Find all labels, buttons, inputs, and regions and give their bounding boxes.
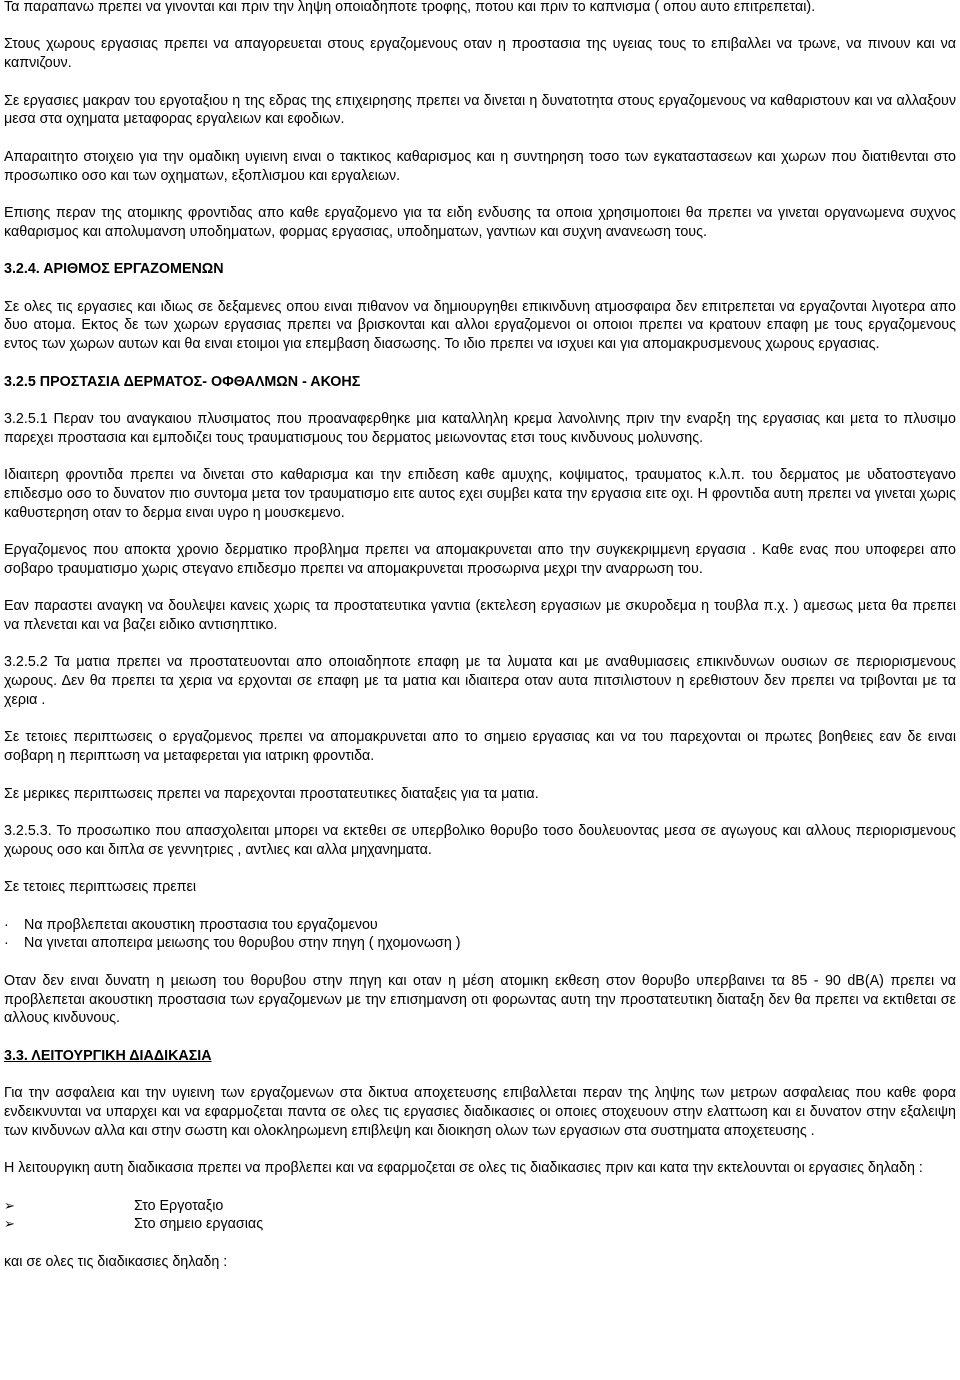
noise-measures-list — [4, 916, 956, 954]
list-item — [4, 1197, 956, 1216]
locations-list — [4, 1197, 956, 1235]
paragraph-1: Τα παραπανω πρεπει να γινονται και πριν την ληψη οποιαδηποτε τροφης, ποτου και πριν το καπνισμα ( οπου αυτο επιτρεπεται). — [4, 0, 816, 15]
list-item-text: Στο Εργοταξιο — [134, 1197, 224, 1214]
paragraph-17: Για την ασφαλεια και την υγιεινη των εργαζομενων στα δικτυα αποχετευσης επιβαλλεται περαν της ληψης των μετρων ασφαλειας που καθε φορα ενδεικνυνται να υπαρχει και να εφαρμοζεται παντα σε ολες τις εργασιες διαδικασιες οι οποιες στοχευουν στην ελαττωση και ει δυνατον στην εξαλειψη των κινδυνων αλλα και στην σωστη και ολοκληρωμενη επιβλεψη και διοικηση ολων των εργασιων στα συστηματα αποχετευσης . — [4, 1085, 956, 1139]
paragraph-13: Σε μερικες περιπτωσεις πρεπει να παρεχονται προστατευτικες διαταξεις για τα ματια. — [4, 785, 539, 802]
list-item — [4, 916, 956, 935]
paragraph-2: Στους χωρους εργασιας πρεπει να απαγορευεται στους εργαζομενους οταν η προστασια της υγειας τους το επιβαλλει να τρωνε, να πινουν και να καπνιζουν. — [4, 36, 956, 72]
paragraph-3: Σε εργασιες μακραν του εργοταξιου η της εδρας της επιχειρησης πρεπει να δινεται η δυνατοτητα στους εργαζομενους να καθαριστουν και να αλλαξουν μεσα στα οχηματα μεταφορας εργαλειων και εφοδιων. — [4, 92, 956, 128]
list-item — [4, 934, 956, 953]
paragraph-14: 3.2.5.3. Το προσωπικο που απασχολειται μπορει να εκτεθει σε υπερβολικο θορυβο τοσο δουλευοντας μεσα σε αγωγους και αλλους περιορισμενους χωρους οσο και διπλα σε γεννητριες , αντλιες και αλλα μηχανηματα. — [4, 823, 956, 858]
list-item — [4, 1215, 956, 1234]
list-item-text: Στο σημειο εργασιας — [134, 1216, 264, 1233]
paragraph-16: Οταν δεν ειναι δυνατη η μειωση του θορυβου στην πηγη και οταν η μέση ατομικη εκθεση στον θορυβο υπερβαινει τα 85 - 90 dB(A) πρεπει να προβλεπεται ακουστικη προστασια των εργαζομενων με την επισημανση οτι φορωντας αυτη την προστατευτικη διαταξη δεν θα πρεπει να εκτιθεται σε αλλους κινδυνους. — [4, 972, 956, 1027]
document-page — [4, 0, 956, 1290]
bullet-marker: · — [4, 916, 9, 933]
paragraph-4: Απαραιτητο στοιχειο για την ομαδικη υγιεινη ειναι ο τακτικος καθαρισμος και η συντηρηση τοσο των εγκαταστασεων και χωρων που διατιθενται στο προσωπικο οσο και των οχηματων, εξοπλισμου και εργαλειων. — [4, 148, 956, 184]
arrow-bullet-icon: ➢ — [4, 1216, 15, 1232]
heading-3-2-5: 3.2.5 ΠΡΟΣΤΑΣΙΑ ΔΕΡΜΑΤΟΣ- ΟΦΘΑΛΜΩΝ - ΑΚΟΗΣ — [4, 373, 361, 390]
paragraph-5: Επισης περαν της ατομικης φροντιδας απο καθε εργαζομενο για τα ειδη ενδυσης τα οποια χρησιμοποιει θα πρεπει να γινεται οργανωμενα συχνος καθαρισμος και απολυμανση υποδηματων, φορμας εργασιας, υποδηματων, γαντιων και συχνη ανανεωση τους. — [4, 204, 956, 240]
paragraph-11: 3.2.5.2 Τα ματια πρεπει να προστατευονται απο οποιαδηποτε επαφη με τα λυματα και με αναθυμιασεις επικινδυνων ουσιων σε περιορισμενους χωρους. Δεν θα πρεπει τα χερια να ερχονται σε επαφη με τα ματια και ιδιαιτερα οταν αυτα πιτσιλιστουν η ερεθιστουν δεν πρεπει να τριβονται με τα χερια . — [4, 654, 956, 709]
bullet-marker: · — [4, 935, 9, 952]
paragraph-9: Εργαζομενος που αποκτα χρονιο δερματικο προβλημα πρεπει να απομακρυνεται απο την συγκεκριμμενη εργασια . Καθε ενας που υποφερει απο σοβαρο τραυματισμο χωρις στεγανο επιδεσμο πρεπει να απομακρυνεται προσωρινα μεχρι την αναρρωση του. — [4, 542, 956, 577]
paragraph-18: Η λειτουργικη αυτη διαδικασια πρεπει να προβλεπει και να εφαρμοζεται σε ολες τις διαδικασιες πριν και κατα την εκτελουνται οι εργασιες δηλαδη : — [4, 1160, 923, 1177]
arrow-bullet-icon: ➢ — [4, 1197, 15, 1213]
paragraph-19: και σε ολες τις διαδικασιες δηλαδη : — [4, 1253, 228, 1270]
list-item-text: Να γινεται αποπειρα μειωσης του θορυβου στην πηγη ( ηχομονωση ) — [24, 935, 461, 952]
paragraph-6: Σε ολες τις εργασιες και ιδιως σε δεξαμενες οπου ειναι πιθανον να δημιουργηθει επικινδυνη ατμοσφαιρα δεν επιτρεπεται να εργαζονται λιγοτερα απο δυο ατομα. Εκτος δε των χωρων εργασιας πρεπει να βρισκονται και αλλοι εργαζομενοι οι οποιοι πρεπει να κρατουν επαφη με τους εργαζομενους εντος των χωρων αυτων και θα ειναι ετοιμοι για επεμβαση διασωσης. Το ιδιο πρεπει να ισχυει και για απομακρυσμενους χωρους εργασιας. — [4, 298, 956, 353]
paragraph-8: Ιδιαιτερη φροντιδα πρεπει να δινεται στο καθαρισμα και την επιδεση καθε αμυχης, κοψιματος, τραυματος κ.λ.π. του δερματος με υδατοστεγανο επιδεσμο οσο το δυνατον πιο συντομα μετα τον τραυματισμο ειτε αυτος εχει συμβει κατα την εργασια ειτε οχι. Η φροντιδα αυτη πρεπει να γινεται χωρις καθυστερηση οταν το δερμα ειναι υγρο η μουσκεμενο. — [4, 467, 956, 521]
paragraph-7: 3.2.5.1 Περαν του αναγκαιου πλυσιματος που προαναφερθηκε μια καταλληλη κρεμα λανολινης πριν την εναρξη της εργασιας και μετα το πλυσιμο παρεχει προστασια και εμποδιζει τους τραυματισμους του δερματος μειωνοντας ετσι τους κινδυνους μολυνσης. — [4, 410, 956, 446]
paragraph-12: Σε τετοιες περιπτωσεις ο εργαζομενος πρεπει να απομακρυνεται απο το σημειο εργασιας και να του παρεχονται οι πρωτες βοηθειες εαν δε ειναι σοβαρη η περιπτωση να μεταφερεται για ιατρικη φροντιδα. — [4, 729, 956, 765]
heading-3-2-4: 3.2.4. ΑΡΙΘΜΟΣ ΕΡΓΑΖΟΜΕΝΩΝ — [4, 261, 224, 278]
list-item-text: Να προβλεπεται ακουστικη προστασια του εργαζομενου — [24, 916, 378, 933]
heading-3-3: 3.3. ΛΕΙΤΟΥΡΓΙΚΗ ΔΙΑΔΙΚΑΣΙΑ — [4, 1047, 212, 1064]
paragraph-10: Εαν παραστει αναγκη να δουλεψει κανεις χωρις τα προστατευτικα γαντια (εκτελεση εργασιων με σκυροδεμα η τουβλα π.χ. ) αμεσως μετα θα πρεπει να πλενεται και να βαζει ειδικο αντισηπτικο. — [4, 598, 956, 634]
paragraph-15: Σε τετοιες περιπτωσεις πρεπει — [4, 879, 197, 896]
